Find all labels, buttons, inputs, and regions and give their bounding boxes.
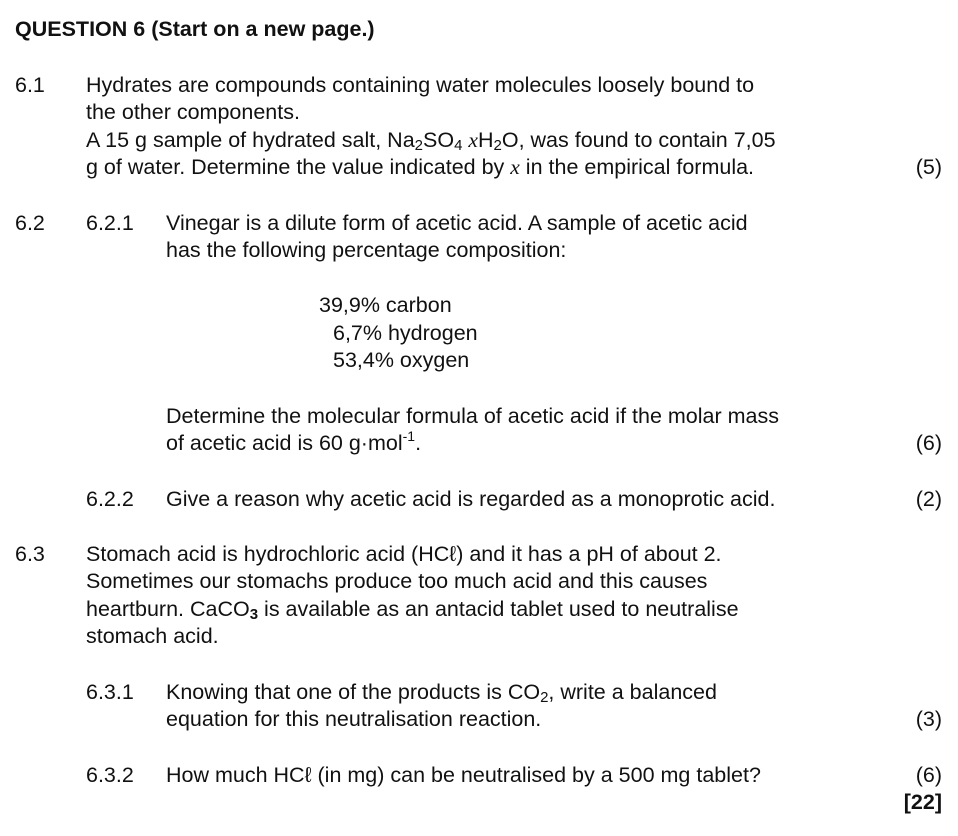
- q6-3-1-line-1-text-b: , write a balanced: [548, 680, 717, 704]
- q6-3-2-text: How much HCℓ (in mg) can be neutralised by a 500 mg tablet?: [166, 763, 761, 787]
- q6-2-1-line-1: Vinegar is a dilute form of acetic acid. A sample of acetic acid: [166, 211, 748, 235]
- variable-x-2: x: [510, 155, 520, 179]
- q6-1-line-3-text-a: A 15 g sample of hydrated salt, Na: [86, 128, 415, 152]
- question-number-6-2: 6.2: [15, 211, 45, 235]
- q6-2-1-line-4-text-b: .: [415, 431, 422, 455]
- marks-6-1: (5): [915, 155, 942, 179]
- q6-3-1-line-1: [166, 679, 717, 706]
- question-number-6-3-2: 6.3.2: [86, 763, 134, 787]
- q6-2-1-line-4-text-a: of acetic acid is 60 g·mol: [166, 431, 403, 455]
- q6-1-line-4-text-b: in the empirical formula.: [519, 155, 755, 179]
- q6-1-line-3-text-b: SO: [423, 128, 455, 152]
- question-number-6-1: 6.1: [15, 73, 45, 97]
- composition-hydrogen: 6,7% hydrogen: [333, 321, 478, 345]
- subscript-2: 2: [414, 137, 424, 154]
- q6-3-line-4: stomach acid.: [86, 624, 219, 648]
- question-number-6-2-1: 6.2.1: [86, 211, 134, 235]
- question-number-6-2-2: 6.2.2: [86, 487, 134, 511]
- total-marks: [22]: [903, 790, 942, 814]
- q6-3-line-3-text-a: heartburn. CaCO: [86, 597, 250, 621]
- q6-3-line-3: [86, 596, 739, 623]
- question-title: QUESTION 6 (Start on a new page.): [15, 17, 375, 41]
- q6-2-1-line-4: [166, 430, 421, 457]
- marks-6-2-2: (2): [915, 487, 942, 511]
- marks-6-2-1: (6): [915, 431, 942, 455]
- composition-oxygen: 53,4% oxygen: [333, 348, 470, 372]
- q6-3-1-line-1-text-a: Knowing that one of the products is CO: [166, 680, 541, 704]
- subscript-2b: 2: [493, 137, 502, 154]
- q6-2-2-text: Give a reason why acetic acid is regarded as a monoprotic acid.: [166, 487, 776, 511]
- question-number-6-3-1: 6.3.1: [86, 680, 134, 704]
- q6-3-1-line-2: equation for this neutralisation reaction.: [166, 707, 542, 731]
- q6-3-line-2: Sometimes our stomachs produce too much acid and this causes: [86, 569, 708, 593]
- variable-x: x: [468, 128, 478, 152]
- question-number-6-3: 6.3: [15, 542, 45, 566]
- marks-6-3-2: (6): [915, 763, 942, 787]
- q6-1-line-2: the other components.: [86, 100, 300, 124]
- q6-1-line-4: [86, 154, 754, 181]
- subscript-4: 4: [454, 137, 463, 154]
- q6-2-1-line-3: Determine the molecular formula of acetic acid if the molar mass: [166, 404, 779, 428]
- marks-6-3-1: (3): [915, 707, 942, 731]
- q6-3-line-3-text-b: is available as an antacid tablet used to neutralise: [258, 597, 739, 621]
- subscript-co2: 2: [540, 689, 549, 706]
- q6-1-line-3: [86, 127, 776, 154]
- q6-1-line-3-text-d: O, was found to contain 7,05: [501, 128, 776, 152]
- superscript-minus-1: -1: [402, 428, 416, 444]
- composition-carbon: 39,9% carbon: [319, 293, 452, 317]
- q6-1-line-4-text-a: g of water. Determine the value indicated by: [86, 155, 511, 179]
- subscript-3: 3: [249, 606, 259, 623]
- q6-1-line-3-text-c: H: [477, 128, 494, 152]
- q6-1-line-1: Hydrates are compounds containing water molecules loosely bound to: [86, 73, 755, 97]
- q6-3-line-1: Stomach acid is hydrochloric acid (HCℓ) and it has a pH of about 2.: [86, 542, 722, 566]
- q6-2-1-line-2: has the following percentage composition:: [166, 238, 567, 262]
